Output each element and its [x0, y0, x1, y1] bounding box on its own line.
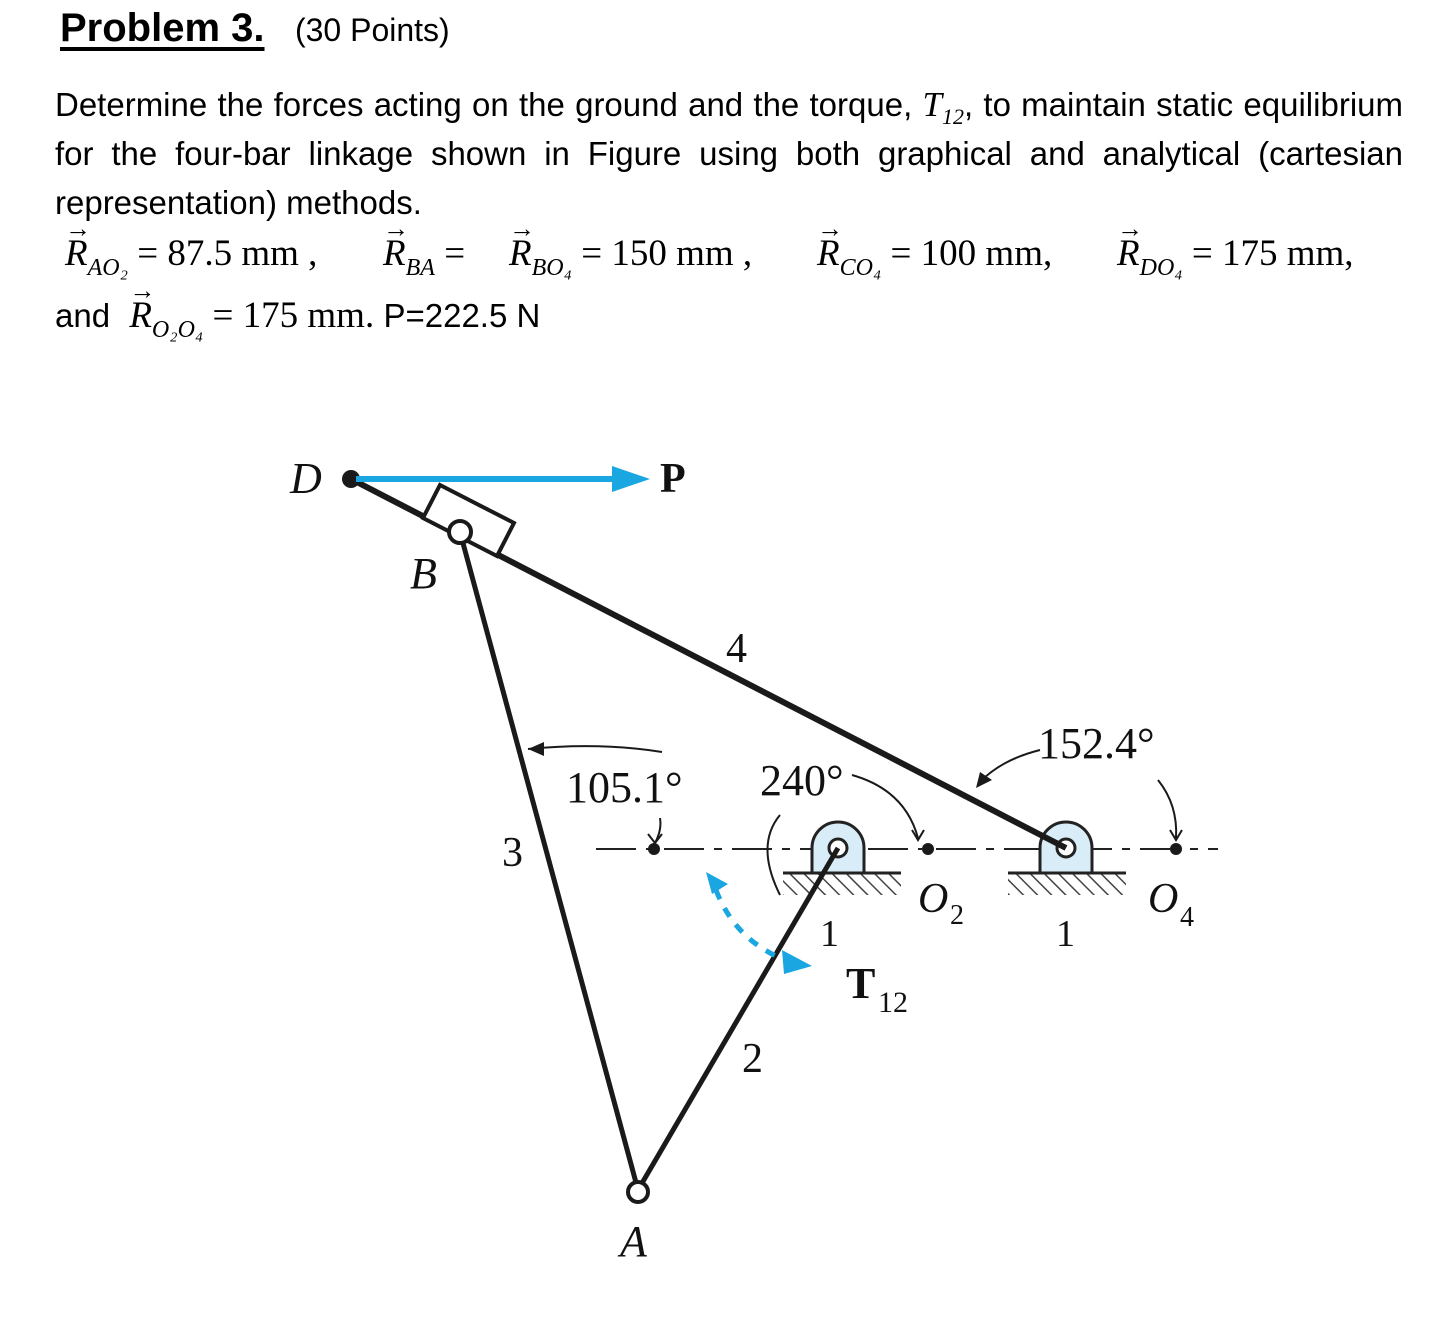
- torque-symbol: $T_{12}$: [922, 85, 964, 129]
- slider-block: [423, 485, 514, 556]
- ref-dot-2: [922, 843, 934, 855]
- label-o4-sub: 4: [1180, 902, 1194, 933]
- ground-support-o4: [1008, 822, 1126, 895]
- r-o2o4: → $R_{O_2O_4} = 175$ mm.: [129, 295, 374, 336]
- problem-points: (30 Points): [294, 12, 450, 48]
- statement-part1: Determine the forces acting on the ground and the torque,: [55, 86, 913, 123]
- r-ao2: → $R_{AO_2} = 87.5$ mm ,: [65, 232, 317, 275]
- label-link-3: 3: [502, 830, 523, 876]
- joint-b: [449, 521, 471, 543]
- label-ground-1b: 1: [1056, 913, 1075, 955]
- force-p-arrow: [356, 466, 650, 492]
- label-link-2: 2: [742, 1036, 763, 1082]
- angle-152: 152.4°: [1038, 719, 1155, 768]
- label-b: B: [410, 549, 437, 598]
- r-bo4: → $R_{BO_4} = 150$ mm ,: [509, 232, 752, 275]
- load-value: P=222.5 N: [383, 297, 541, 334]
- link-2: [638, 848, 838, 1190]
- ground-support-o2: [783, 822, 901, 895]
- label-torque: T: [846, 959, 876, 1008]
- problem-title: Problem 3.: [60, 6, 265, 50]
- label-p: P: [660, 456, 686, 502]
- statement-part2: , to maintain static equilibrium for the four-bar linkage shown in Figure using both graphical and analytical (cartesian representation) methods.: [55, 86, 1403, 221]
- label-torque-sub: 12: [878, 986, 908, 1019]
- r-ba: → $R_{BA}$ =: [383, 232, 465, 275]
- ref-dot-1: [648, 843, 660, 855]
- label-a: A: [620, 1217, 647, 1266]
- label-o2: O: [918, 876, 949, 922]
- r-co4: → $R_{CO_4} = 100$ mm,: [817, 232, 1052, 275]
- angle-105: 105.1°: [566, 763, 683, 812]
- r-do4: → $R_{DO_4} = 175$ mm,: [1117, 232, 1354, 275]
- label-o2-sub: 2: [950, 900, 964, 931]
- link-3: [460, 532, 638, 1190]
- angle-240: 240°: [760, 756, 844, 805]
- ref-dot-3: [1170, 843, 1182, 855]
- joint-a: [628, 1182, 648, 1202]
- label-ground-1a: 1: [820, 913, 839, 955]
- label-d: D: [290, 454, 322, 503]
- label-o4: O: [1148, 876, 1179, 922]
- and-text: and: [55, 297, 111, 334]
- label-link-4: 4: [726, 626, 747, 672]
